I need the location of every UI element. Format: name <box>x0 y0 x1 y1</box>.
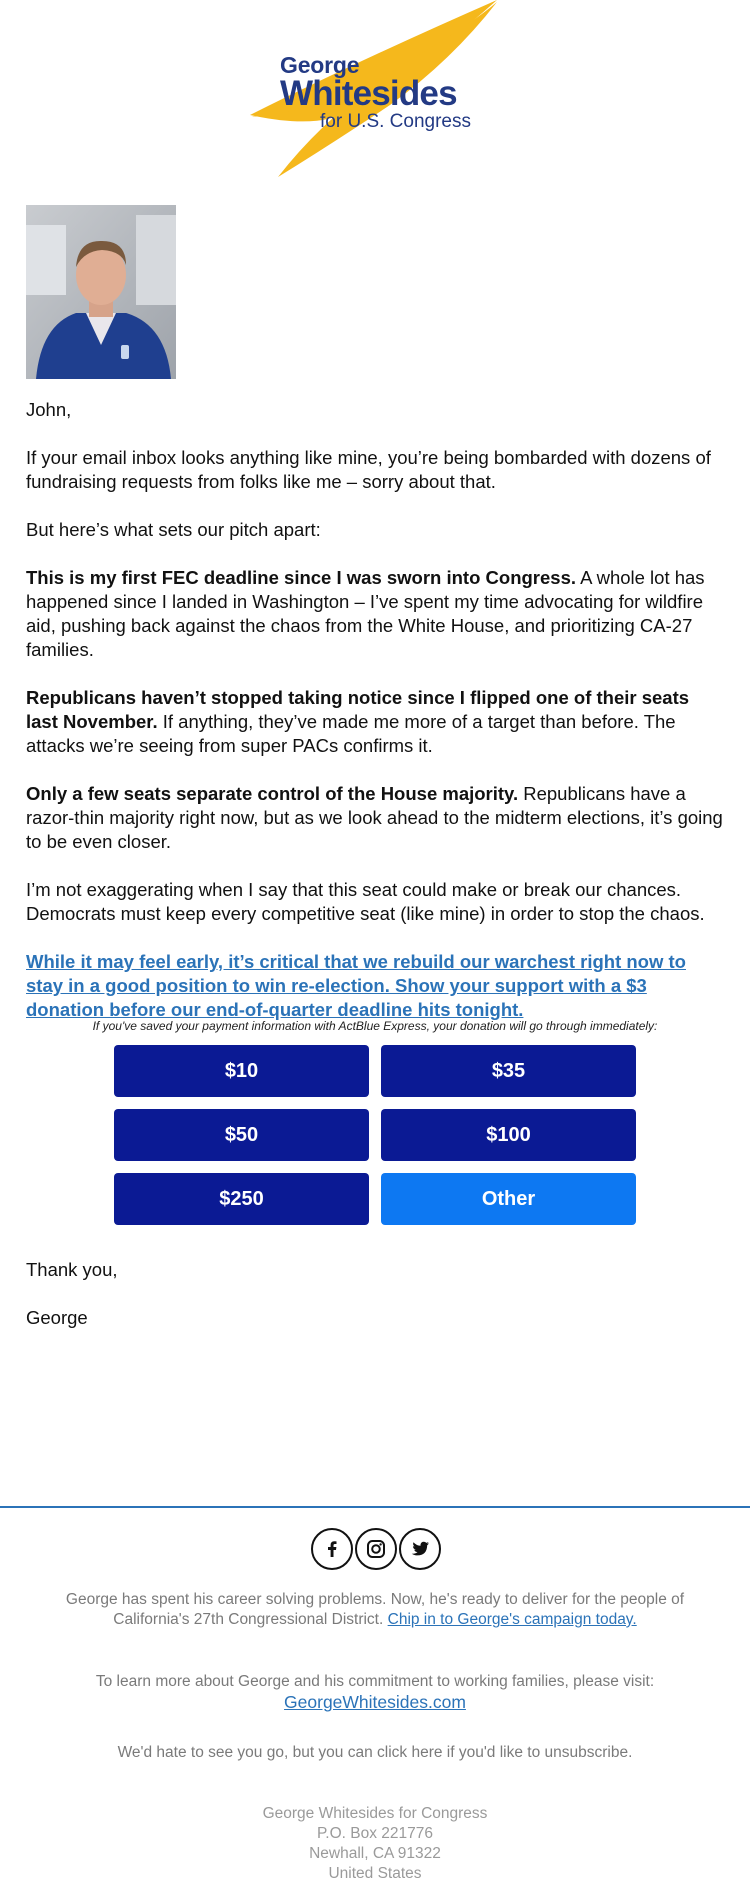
donate-cta-link[interactable]: While it may feel early, it’s critical that we rebuild our warchest right now to stay in a good position to win re-election. Show your support with a $3 donation before our end-of-quarter deadline hits tonight. <box>26 951 686 1020</box>
address-po-box: P.O. Box 221776 <box>316 1825 434 1842</box>
greeting: John, <box>26 399 72 420</box>
address-city: Newhall, CA 91322 <box>309 1845 441 1862</box>
donate-50-button[interactable]: $50 <box>114 1109 369 1161</box>
paragraph-seat: I’m not exaggerating when I say that this seat could make or break our chances. Democrats must keep every competitive seat (like mine) in order to stop the chaos. <box>26 879 705 924</box>
signature-name: George <box>26 1307 88 1328</box>
social-links <box>311 1528 441 1570</box>
paragraph-pitch: But here’s what sets our pitch apart: <box>26 519 321 540</box>
logo-subtitle: for U.S. Congress <box>320 111 471 132</box>
candidate-photo <box>26 205 176 379</box>
thank-you: Thank you, <box>26 1259 118 1280</box>
facebook-icon[interactable] <box>311 1528 353 1570</box>
donate-35-button[interactable]: $35 <box>381 1045 636 1097</box>
donate-10-button[interactable]: $10 <box>114 1045 369 1097</box>
website-link[interactable]: GeorgeWhitesides.com <box>284 1692 466 1712</box>
sign-off <box>26 1258 118 1354</box>
footer-about <box>60 1590 690 1630</box>
paragraph-fec-deadline <box>26 566 726 662</box>
paragraph-republicans <box>26 686 726 758</box>
address-country: United States <box>328 1865 422 1882</box>
address-org: George Whitesides for Congress <box>262 1805 488 1822</box>
logo-last-name: Whitesides <box>280 74 457 113</box>
instagram-icon[interactable] <box>355 1528 397 1570</box>
footer-divider <box>0 1506 750 1508</box>
unsubscribe-text[interactable]: We'd hate to see you go, but you can click here if you'd like to unsubscribe. <box>117 1744 633 1761</box>
bold-republicans: Republicans haven’t stopped taking notice since I flipped one of their seats last November. <box>26 687 690 732</box>
paragraph-house-majority <box>26 782 726 854</box>
footer-about-text: George has spent his career solving problems. Now, he's ready to deliver for the people of California's 27th Congressional District. <box>65 1591 685 1628</box>
paragraph-cta <box>26 950 726 1022</box>
logo-first-name: George <box>280 52 360 78</box>
email-body <box>26 398 726 1046</box>
donate-other-button[interactable]: Other <box>381 1173 636 1225</box>
bold-fec-deadline: This is my first FEC deadline since I was sworn into Congress. <box>26 567 576 588</box>
campaign-logo <box>0 0 750 185</box>
logo-wordmark <box>280 54 500 131</box>
text-house-majority: Republicans have a razor-thin majority right now, but as we look ahead to the midterm elections, it’s going to be even closer. <box>26 783 723 852</box>
footer-learn-more <box>60 1672 690 1712</box>
bold-house-majority: Only a few seats separate control of the House majority. <box>26 783 519 804</box>
twitter-icon[interactable] <box>399 1528 441 1570</box>
learn-more-text: To learn more about George and his commitment to working families, please visit: <box>95 1673 655 1690</box>
paragraph-inbox: If your email inbox looks anything like mine, you’re being bombarded with dozens of fundraising requests from folks like me – sorry about that. <box>26 447 711 492</box>
actblue-express-note: If you've saved your payment information with ActBlue Express, your donation will go through immediately: <box>92 1019 658 1033</box>
text-republicans: If anything, they’ve made me more of a target than before. The attacks we’re seeing from super PACs confirms it. <box>26 711 676 756</box>
text-fec-deadline: A whole lot has happened since I landed in Washington – I’ve spent my time advocating for wildfire aid, pushing back against the chaos from the White House, and prioritizing CA-27 families. <box>26 567 705 660</box>
donate-250-button[interactable]: $250 <box>114 1173 369 1225</box>
chip-in-link[interactable]: Chip in to George's campaign today. <box>387 1611 637 1628</box>
mailing-address <box>60 1804 690 1884</box>
donate-100-button[interactable]: $100 <box>381 1109 636 1161</box>
